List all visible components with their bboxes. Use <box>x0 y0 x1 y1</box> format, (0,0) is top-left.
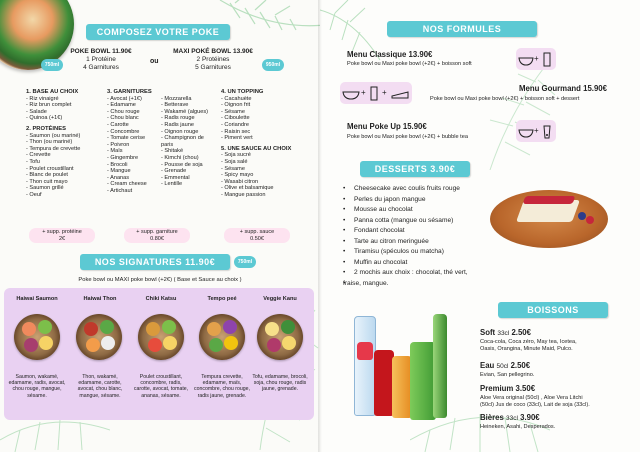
bowl-name: Haiwai Saumon <box>16 296 58 302</box>
list-item: - Sésame <box>221 108 245 115</box>
formula-title: POKE BOWL 11.90€ <box>70 48 132 55</box>
bowl-image-haiwai-saumon <box>14 314 60 360</box>
list-item: - Oeuf <box>26 191 42 198</box>
bowl-icon <box>518 124 534 138</box>
list-item: - Poivron <box>107 141 130 148</box>
list-item: paris <box>161 141 174 148</box>
list-item: - Wakamé (algues) <box>161 108 209 115</box>
bubble-tea-icon <box>542 123 552 139</box>
drink-price: 3.90€ <box>520 413 540 422</box>
list-item: - Avocat (+1€) <box>107 95 142 102</box>
drink-line: Coca-cola, Coca zéro, May tea, Icetea, <box>480 339 577 345</box>
volume-badge: 750ml <box>41 59 63 71</box>
drink-line: Aloe Vera original (50cl) , Aloe Vera Litchi <box>480 395 583 401</box>
plus-icon: + <box>534 126 539 135</box>
supplement-sauce <box>224 228 290 243</box>
list-item: - Brocoli <box>107 161 128 168</box>
list-item: • Fondant chocolat <box>343 226 468 237</box>
list-item: - Edamame <box>107 102 136 109</box>
list-item: - Riz brun complet <box>26 102 72 109</box>
formula-title: MAXI POKÉ BOWL 13.90€ <box>173 48 253 55</box>
list-item: - Olive et balsamique <box>221 185 274 192</box>
list-item: - Quinoa (+1€) <box>26 115 63 122</box>
drink-title <box>480 328 531 337</box>
page-fold <box>318 0 322 452</box>
step-heading: 2. PROTÉINES <box>26 125 66 132</box>
list-item: - Mangue passion <box>221 191 266 198</box>
drink-line: Evian, San pellegrino. <box>480 372 535 378</box>
drink-volume: 33cl <box>497 330 510 337</box>
drink-description <box>480 372 534 379</box>
supplement-protein <box>29 228 95 243</box>
list-item: - Kimchi (chou) <box>161 154 199 161</box>
drinks-image <box>354 312 474 432</box>
drink-description <box>480 424 555 431</box>
formula-line: 1 Protéine <box>86 56 116 63</box>
supplement-label: + supp. garniture <box>136 229 178 235</box>
supplement-price: 0.50€ <box>250 235 264 242</box>
list-item: - Cream cheese <box>107 181 147 188</box>
list-item: - Radis jaune <box>161 121 194 128</box>
list-item: - Poulet croustillant <box>26 165 74 172</box>
formula-line: 5 Garnitures <box>195 64 231 71</box>
drink-price: 2.50€ <box>511 328 531 337</box>
plus-icon: + <box>534 54 539 63</box>
drink-line: Heineken, Asahi, Desperados. <box>480 424 556 430</box>
list-item: - Betterave <box>161 102 189 109</box>
soft-drink-icon <box>369 85 379 101</box>
list-item: - Crevette <box>26 152 51 159</box>
list-item: • 2 mochis aux choix : chocolat, thé vert, <box>343 268 468 279</box>
drink-title <box>480 384 535 393</box>
list-item: - Riz vinaigré <box>26 95 59 102</box>
formula-line: 4 Garnitures <box>83 64 119 71</box>
menu-title: Menu Gourmand 15.90€ <box>519 84 607 93</box>
list-item: - Chou blanc <box>107 115 139 122</box>
list-item: - Spicy mayo <box>221 172 254 179</box>
bowl-name: Veggie Kanu <box>263 296 297 302</box>
section-title-desserts: DESSERTS 3.90€ <box>360 161 470 177</box>
plus-icon: + <box>382 88 387 97</box>
menu-description: Poke bowl ou Maxi poke bowl (+2€) + boisson soft <box>347 61 472 67</box>
list-item: - Saumon grillé <box>26 185 64 192</box>
formula-maxi-poke-bowl <box>170 48 256 72</box>
list-item: - Salade <box>26 108 47 115</box>
menu-icons <box>516 48 556 70</box>
menu-icons <box>340 82 412 104</box>
list-item: - Oignon frit <box>221 102 251 109</box>
list-item: - Blanc de poulet <box>26 172 68 179</box>
step-heading: 3. GARNITURES <box>107 89 152 95</box>
right-page <box>320 0 640 452</box>
bowl-description: Thon, wakamé, edamame, carotte, avocat, chou blanc, mangue, sésame. <box>77 374 123 399</box>
list-item: - Mozzarella <box>161 95 192 102</box>
bowl-name: Chiki Katsu <box>145 296 177 302</box>
drink-volume: 33cl <box>506 415 518 422</box>
menu-description: Poke bowl ou Maxi poke bowl (+2€) + bubble tea <box>347 134 468 140</box>
list-item: - Concombre <box>107 128 140 135</box>
list-item: - Gingembre <box>107 154 139 161</box>
list-item: - Saumon (ou mariné) <box>26 132 81 139</box>
list-item: - Piment vert <box>221 135 253 142</box>
dessert-list <box>343 184 468 289</box>
drink-title <box>480 413 540 422</box>
list-item: - Grenade <box>161 168 187 175</box>
list-item: - Ananas <box>107 174 130 181</box>
menu-title: Menu Poke Up 15.90€ <box>347 122 427 131</box>
plus-icon: + <box>361 88 366 97</box>
list-item: - Radis rouge <box>161 115 195 122</box>
menu-description: Poke bowl ou Maxi poke bowl (+2€) + boisson soft + dessert <box>430 96 580 102</box>
list-item: - Pousse de soja <box>161 161 203 168</box>
list-item: - Champignon de <box>161 135 204 142</box>
section-title-formules: NOS FORMULES <box>387 21 537 37</box>
drink-description <box>480 395 590 408</box>
palm-leaf-decoration <box>320 0 390 70</box>
cheesecake-image <box>490 186 608 248</box>
bowl-description: Tempura crevette, edamame, maïs, concombre, chou rouge, radis jaune, grenade. <box>194 374 250 399</box>
list-item: - Tofu <box>26 158 40 165</box>
list-item: - Cacahuète <box>221 95 252 102</box>
bowl-name: Haiwai Thon <box>83 296 117 302</box>
drink-name: Bières <box>480 413 504 422</box>
supplement-price: 2€ <box>58 235 66 242</box>
bowl-image-haiwai-thon <box>76 314 122 360</box>
list-item: • Panna cotta (mangue ou sésame) <box>343 216 468 227</box>
list-item: - Thon cuit mayo <box>26 178 68 185</box>
list-item: - Tomate cerise <box>107 135 146 142</box>
section-title-compose: COMPOSEZ VOTRE POKE <box>86 24 230 40</box>
list-item: • Cheesecake avec coulis fruits rouge <box>343 184 468 195</box>
drink-price: 3.50€ <box>515 384 536 393</box>
or-label: ou <box>150 58 159 65</box>
signatures-subtitle: Poke bowl ou MAXI poke bowl (+2€) ( Base et Sauce au choix ) <box>78 277 242 283</box>
formula-poke-bowl <box>62 48 140 72</box>
supplement-label: + supp. protéine <box>42 229 82 235</box>
list-item: - Chou rouge <box>107 108 140 115</box>
section-title-boissons: BOISSONS <box>498 302 608 318</box>
bowl-name: Tempo peé <box>207 296 237 302</box>
drink-name: Premium <box>480 384 514 393</box>
list-item: - Maïs <box>107 148 123 155</box>
composition-column-3 <box>221 87 311 199</box>
volume-badge: 750ml <box>234 256 256 268</box>
list-item: • Perles du japon mangue <box>343 195 468 206</box>
step-heading: 4. UN TOPPING <box>221 89 264 95</box>
section-title-signatures: NOS SIGNATURES 11.90€ <box>80 254 230 270</box>
list-item: - Emmental <box>161 174 190 181</box>
list-item: - Mangue <box>107 168 131 175</box>
drink-description <box>480 339 577 352</box>
list-item: - Ciboulette <box>221 115 250 122</box>
volume-badge: 950ml <box>262 59 284 71</box>
menu-title: Menu Classique 13.90€ <box>347 50 433 59</box>
bowl-icon <box>518 52 534 66</box>
list-item: • Tarte au citron meringuée <box>343 237 468 248</box>
bowl-description: Poulet croustillant, concombre, radis, carotte, avocat, tomate, ananas, sésame. <box>133 374 189 399</box>
drink-line: Oasis, Orangina, Minute Maid, Pulco. <box>480 345 573 352</box>
formula-line: 2 Protéines <box>196 56 230 63</box>
drink-name: Soft <box>480 328 496 337</box>
supplement-price: 0.80€ <box>150 235 164 242</box>
bowl-image-chiki-katsu <box>138 314 184 360</box>
list-item: - Coriandre <box>221 121 249 128</box>
soft-drink-icon <box>542 51 552 67</box>
bowl-description: Tofu, edamame, brocoli, soja, chou rouge, radis jaune, grenade. <box>252 374 308 393</box>
list-item: - Wasabi citron <box>221 178 259 185</box>
list-item: - Shitaké <box>161 148 184 155</box>
menu-icons <box>516 120 556 142</box>
drink-name: Eau <box>480 361 495 370</box>
composition-column-2 <box>107 87 227 195</box>
list-item: • Muffin au chocolat <box>343 258 468 269</box>
list-item: - Soja sucré <box>221 152 251 159</box>
bowl-description: Saumon, wakamé, edamame, radis, avocat, chou rouge, mangue, sésame. <box>8 374 66 399</box>
list-item: - Artichaut <box>107 187 133 194</box>
list-item: - Thon (ou mariné) <box>26 139 73 146</box>
list-item: - Raisin sec <box>221 128 251 135</box>
drink-title <box>480 361 530 370</box>
drink-line: (50cl) Jus de coco (33cl), Lait de soja (33cl). <box>480 401 590 408</box>
cake-icon <box>391 86 409 100</box>
bowl-image-tempo-pee <box>199 314 245 360</box>
composition-column-1 <box>26 87 106 199</box>
drink-price: 2.50€ <box>510 361 531 370</box>
step-heading: 5. UNE SAUCE AU CHOIX <box>221 145 292 152</box>
list-item: - Soja salé <box>221 158 248 165</box>
list-item: - Tempura de crevette <box>26 145 81 152</box>
list-item: - Oignon rouge <box>161 128 199 135</box>
list-item: • Mousse au chocolat <box>343 205 468 216</box>
drink-volume: 50cl <box>496 363 509 370</box>
supplement-label: + supp. sauce <box>239 229 275 235</box>
step-heading: 1. BASE AU CHOIX <box>26 89 79 95</box>
list-item: - Sésame <box>221 165 245 172</box>
bowl-image-veggie-kanu <box>257 314 303 360</box>
list-item: • fraise, mangue. <box>343 279 468 290</box>
supplement-garniture <box>124 228 190 243</box>
palm-leaf-decoration <box>470 60 560 170</box>
list-item: - Lentille <box>161 181 183 188</box>
bowl-icon <box>342 86 360 100</box>
list-item: • Tiramisu (spéculos ou matcha) <box>343 247 468 258</box>
list-item: - Carotte <box>107 121 129 128</box>
